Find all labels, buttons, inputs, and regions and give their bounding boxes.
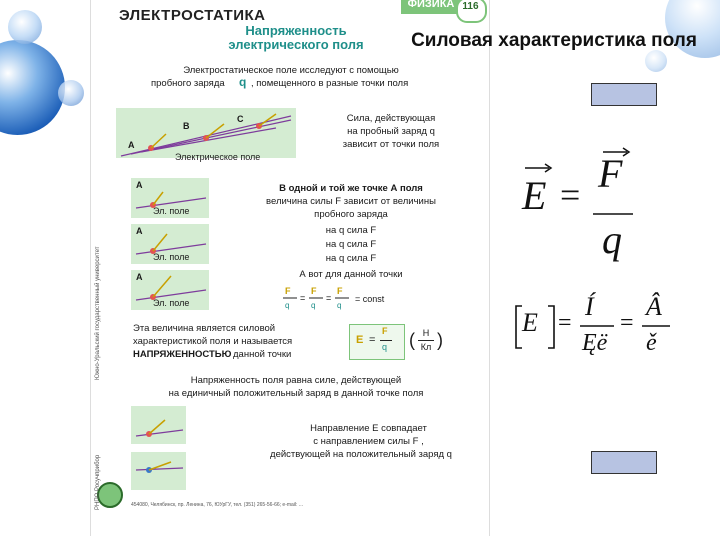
intro-line2b: , помещенного в разные точки поля	[251, 78, 409, 89]
topic-title-line1: Напряженность	[245, 23, 347, 38]
formula2-den1: Ęë	[582, 330, 608, 356]
page-number: 116	[462, 1, 479, 12]
ratio-fractions	[283, 284, 363, 312]
force-line1: Сила, действующая	[346, 113, 436, 124]
fig-label-A: A	[128, 140, 135, 150]
svg-text:=: =	[326, 293, 332, 303]
fig-label-C: C	[237, 114, 244, 124]
same-point-line: на q сила F	[325, 239, 377, 250]
nav-button-top[interactable]	[591, 83, 657, 106]
same-point-line: В одной и той же точке А поля	[279, 183, 423, 194]
same-point-line: на q сила F	[325, 253, 377, 264]
row-caption: Эл. поле	[153, 298, 190, 308]
svg-text:q: q	[311, 301, 316, 310]
nav-button-bottom[interactable]	[591, 451, 657, 474]
formula1-num: F	[598, 151, 623, 196]
def-line3a: НАПРЯЖЕННОСТЬЮ	[133, 349, 232, 360]
formula1-eq: =	[560, 175, 581, 215]
direction-line1: Направление E совпадает	[310, 423, 427, 434]
topic-title-line2: электрического поля	[228, 37, 364, 52]
field-figure	[116, 108, 296, 158]
fig-caption: Электрическое поле	[175, 152, 261, 162]
force-line3: зависит от точки поля	[342, 139, 440, 150]
subject-label: ФИЗИКА	[407, 0, 455, 10]
unit-bar	[418, 340, 434, 341]
same-point-line: на q сила F	[325, 225, 377, 236]
side-text-1: Южно-Уральский государственный университет	[95, 246, 101, 380]
direction-line3: действующей на положительный заряд q	[270, 449, 452, 460]
svg-text:F: F	[311, 286, 317, 296]
svg-text:=: =	[300, 293, 306, 303]
equal-line1: Напряженность поля равна силе, действующей	[190, 375, 402, 386]
formula2-eq2: =	[620, 310, 634, 336]
svg-text:F: F	[285, 286, 291, 296]
slide-title: Силовая характеристика поля	[411, 30, 697, 51]
ratio-const: = const	[355, 294, 385, 304]
formula2-num2: Â	[646, 292, 662, 321]
same-point-line: А вот для данной точки	[299, 269, 403, 280]
svg-text:F: F	[337, 286, 343, 296]
formula2-eq1: =	[558, 310, 572, 336]
row-label: A	[136, 226, 143, 236]
formula1-lhs: E	[522, 173, 547, 218]
def-line3b: данной точки	[233, 349, 292, 360]
formula2-den2: ě	[646, 330, 657, 356]
side-text-2: РНПО Росучприбор	[95, 454, 101, 510]
direction-line2: с направлением силы F ,	[313, 436, 424, 447]
intro-line1: Электростатическое поле исследуют с помощью	[183, 65, 399, 76]
row-caption: Эл. поле	[153, 252, 190, 262]
def-formula-bar	[380, 340, 392, 341]
unit-paren-right: )	[437, 330, 443, 350]
row-caption: Эл. поле	[153, 206, 190, 216]
direction-figure	[131, 406, 221, 490]
same-point-line: величина силы F зависит от величины	[266, 196, 436, 207]
formula1-den: q	[602, 217, 622, 262]
svg-text:q: q	[285, 301, 290, 310]
intro-line2a: пробного заряда	[151, 78, 225, 89]
footer-text: 454080, Челябинск, пр. Ленина, 76, ЮУрГУ, тел. (351) 265-56-66; e-mail: ...	[131, 502, 303, 508]
intro-q: q	[239, 75, 247, 89]
def-line2: характеристикой поля и называется	[133, 336, 293, 347]
def-formula-den: q	[382, 342, 388, 352]
rows-figure	[131, 178, 209, 310]
def-formula-eq: =	[369, 334, 376, 346]
poster-header: ЭЛЕКТРОСТАТИКА	[119, 7, 266, 24]
bubble-decoration	[58, 80, 84, 106]
formula2-lhs: E	[522, 308, 538, 337]
side-text	[95, 180, 109, 510]
poster-image	[90, 0, 490, 536]
same-point-line: пробного заряда	[314, 209, 388, 220]
row-label: A	[136, 180, 143, 190]
def-formula-lhs: E	[356, 334, 364, 346]
svg-text:q: q	[337, 301, 342, 310]
unit-num: Н	[422, 328, 430, 338]
def-line1: Эта величина является силовой	[133, 323, 276, 334]
fig-label-B: B	[183, 121, 190, 131]
unit-paren-left: (	[409, 330, 415, 350]
def-formula-num: F	[382, 326, 388, 336]
equal-line2: на единичный положительный заряд в данной точке поля	[168, 388, 424, 399]
bubble-decoration	[0, 40, 65, 135]
force-line2: на пробный заряд q	[347, 126, 435, 137]
formula2-num1: Í	[585, 292, 594, 321]
bubble-decoration	[8, 10, 42, 44]
unit-den: Кл	[420, 342, 432, 352]
row-label: A	[136, 272, 143, 282]
